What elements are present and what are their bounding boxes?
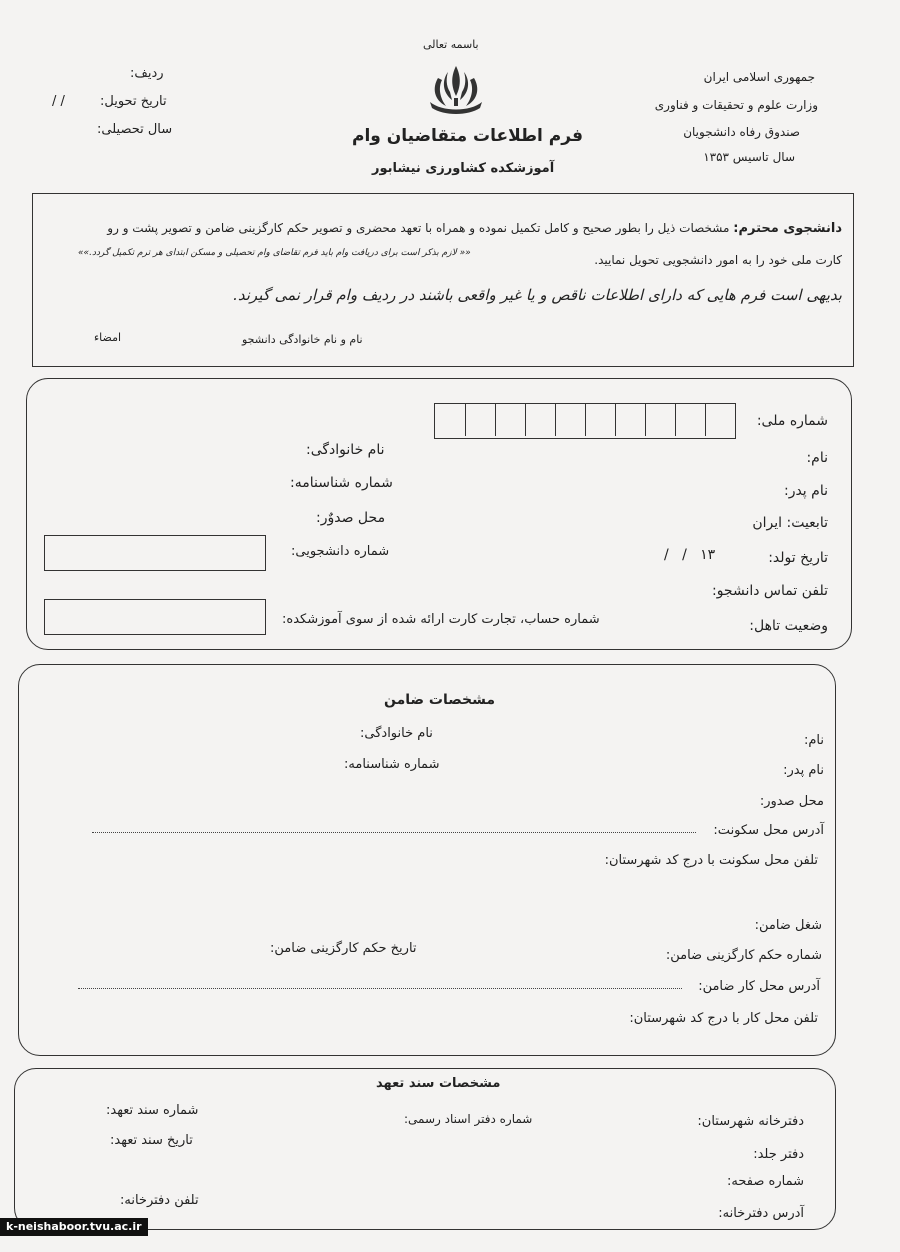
g-home-address-field[interactable] [92,832,696,833]
notice-salutation: دانشجوی محترم: [733,221,842,236]
notice-warning: بدیهی است فرم هایی که دارای اطلاعات ناقص و یا غیر واقعی باشند در ردیف وام قرار نمی گیرند. [233,286,842,304]
notary-city-label: دفترخانه شهرستان: [697,1114,804,1129]
doc-date-label: تاریخ سند تعهد: [110,1133,193,1148]
form-title: فرم اطلاعات متقاضیان وام [352,126,583,146]
notary-address-label: آدرس دفترخانه: [718,1206,804,1221]
student-name-label: نام و نام خانوادگی دانشجو [242,333,363,346]
office-no-label: شماره دفتر اسناد رسمی: [404,1112,533,1126]
guarantor-title: مشخصات ضامن [384,692,496,708]
g-birth-cert-label: شماره شناسنامه: [344,757,440,772]
notice-note: «« لازم بذکر است برای دریافت وام باید فرم تقاضای وام تحصیلی و مسکن ابتدای هر ترم تکمیل گردد.»» [78,248,471,258]
last-name-label: نام خانوادگی: [306,442,385,458]
first-name-label: نام: [806,450,828,466]
birth-date-value: / / ۱۳ [664,547,716,563]
site-url[interactable]: k-neishaboor.tvu.ac.ir [0,1218,148,1236]
g-home-address-label: آدرس محل سکونت: [713,823,824,838]
org-line-3: صندوق رفاه دانشجویان [683,125,800,139]
doc-no-label: شماره سند تعهد: [106,1103,199,1118]
delivery-date-slashes: / / [52,94,65,109]
iran-emblem-icon [424,62,488,116]
notice-box [32,193,854,367]
basmala: باسمه تعالی [423,38,479,51]
marital-label: وضعیت تاهل: [749,618,828,634]
account-no-input[interactable] [44,599,266,635]
notice-line-1 [107,221,842,236]
page-no-label: شماره صفحه: [727,1174,804,1189]
g-work-phone-label: تلفن محل کار با درج کد شهرستان: [629,1011,818,1026]
academic-year-label: سال تحصیلی: [97,122,173,137]
g-work-address-label: آدرس محل کار ضامن: [698,979,820,994]
delivery-date-label: تاریخ تحویل: [100,94,167,109]
account-label: شماره حساب، تجارت کارت ارائه شده از سوی آموزشکده: [282,612,600,627]
phone-label: تلفن تماس دانشجو: [711,583,828,599]
nationality-label: تابعیت: ایران [752,515,828,531]
g-first-name-label: نام: [803,733,824,748]
issue-place-label: محل صدوٌر: [316,510,386,526]
student-no-input[interactable] [44,535,266,571]
signature-label: امضاء [94,331,122,344]
birth-cert-label: شماره شناسنامه: [290,475,393,491]
g-decree-date-label: تاریخ حکم کارگزینی ضامن: [270,941,417,956]
notice-line-2: کارت ملی خود را به امور دانشجویی تحویل نمایید. [594,253,842,267]
student-no-label: شماره دانشجویی: [291,544,390,559]
birth-date-label: تاریخ تولد: [768,550,828,566]
g-last-name-label: نام خانوادگی: [360,726,433,741]
commitment-title: مشخصات سند تعهد [376,1076,501,1091]
org-line-1: جمهوری اسلامی ایران [703,70,815,84]
g-work-address-field[interactable] [78,988,682,989]
national-id-label: شماره ملی: [756,413,828,429]
g-job-label: شغل ضامن: [754,918,822,933]
national-id-input[interactable] [434,403,736,439]
org-line-2: وزارت علوم و تحقیقات و فناوری [654,98,818,112]
radif-label: ردیف: [130,66,164,81]
notice-instructions: مشخصات ذیل را بطور صحیح و کامل تکمیل نموده و همراه با تعهد محضری و تصویر حکم کارگزینی ضامن و تصویر پشت و رو [107,221,730,235]
g-decree-no-label: شماره حکم کارگزینی ضامن: [665,948,822,963]
institute-name: آموزشکده کشاورزی نیشابور [372,161,555,176]
g-issue-place-label: محل صدور: [759,794,824,809]
org-line-4: سال تاسیس ۱۳۵۳ [703,150,795,164]
volume-label: دفتر جلد: [753,1147,804,1162]
father-name-label: نام پدر: [783,483,828,499]
notary-phone-label: تلفن دفترخانه: [120,1193,199,1208]
g-father-name-label: نام پدر: [783,763,824,778]
g-home-phone-label: تلفن محل سکونت با درج کد شهرستان: [604,853,818,868]
